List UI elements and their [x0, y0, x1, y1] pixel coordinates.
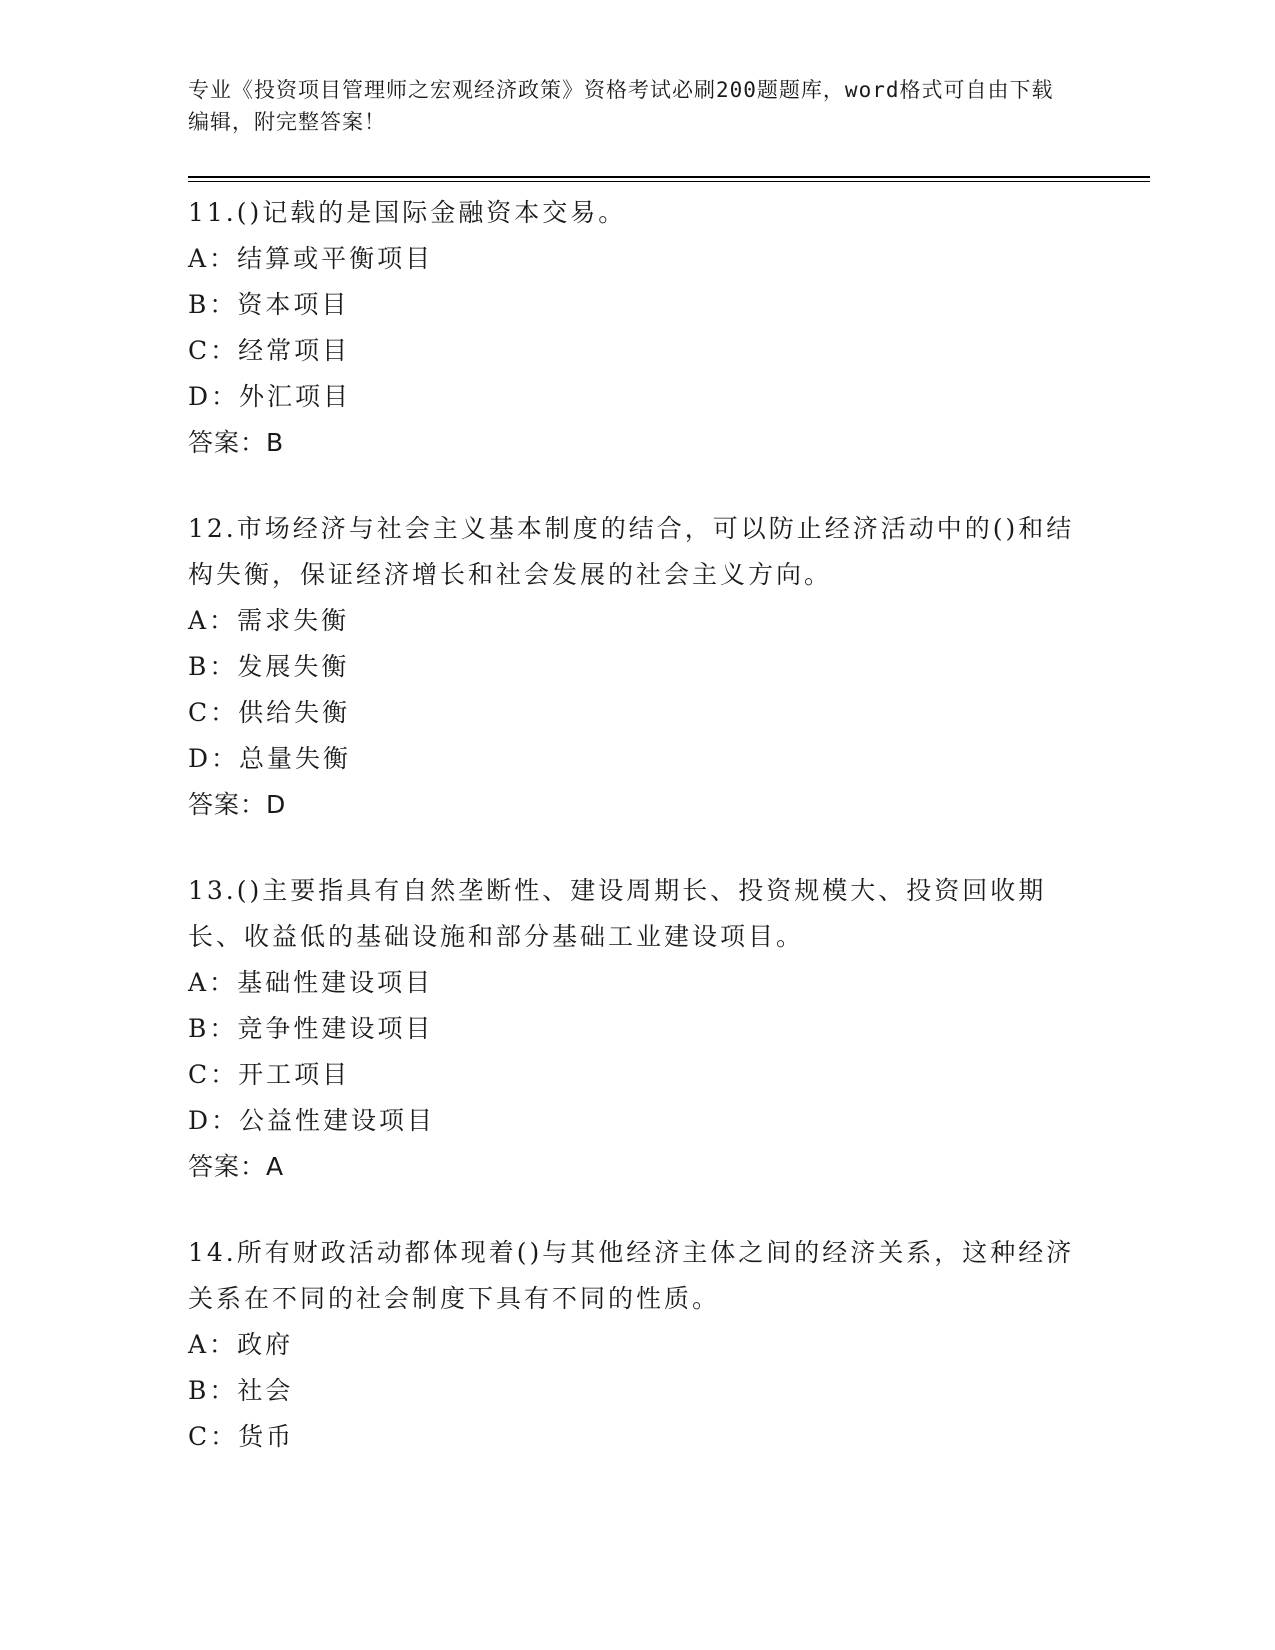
- option-label: D：: [188, 744, 240, 773]
- option-text: 货币: [238, 1422, 295, 1451]
- question-stem: 11.()记载的是国际金融资本交易。: [188, 198, 627, 227]
- document-header: 专业《投资项目管理师之宏观经济政策》资格考试必刷200题题库，word格式可自由下载编辑，附完整答案！: [188, 78, 1054, 134]
- option-label: C：: [188, 698, 239, 727]
- question-stem: 12.市场经济与社会主义基本制度的结合，可以防止经济活动中的()和结构失衡，保证经济增长和社会发展的社会主义方向。: [188, 514, 1075, 589]
- option-text: 总量失衡: [239, 744, 352, 773]
- option-text: 社会: [237, 1376, 294, 1405]
- option-text: 公益性建设项目: [239, 1106, 436, 1135]
- option-text: 结算或平衡项目: [237, 244, 434, 273]
- header-divider-thin: [188, 181, 1150, 182]
- option-a: [188, 598, 1088, 644]
- option-text: 供给失衡: [238, 698, 351, 727]
- option-text: 资本项目: [237, 290, 350, 319]
- option-d: [188, 1098, 1088, 1144]
- option-label: B：: [188, 1014, 238, 1043]
- question-13: [188, 868, 1088, 1190]
- option-label: B：: [188, 652, 238, 681]
- option-label: A：: [188, 244, 238, 273]
- option-b: [188, 644, 1088, 690]
- option-label: D：: [188, 1106, 240, 1135]
- option-label: A：: [188, 606, 238, 635]
- option-d: [188, 374, 1088, 420]
- option-label: B：: [188, 1376, 238, 1405]
- option-label: D：: [188, 382, 240, 411]
- option-label: C：: [188, 336, 239, 365]
- question-list: [188, 190, 1088, 1500]
- question-14: [188, 1230, 1088, 1460]
- option-b: [188, 1368, 1088, 1414]
- question-11: [188, 190, 1088, 466]
- option-text: 外汇项目: [239, 382, 352, 411]
- option-a: [188, 1322, 1088, 1368]
- option-c: [188, 1414, 1088, 1460]
- option-text: 需求失衡: [237, 606, 350, 635]
- question-12: [188, 506, 1088, 828]
- option-c: [188, 690, 1088, 736]
- option-label: C：: [188, 1060, 239, 1089]
- answer: 答案：B: [188, 428, 285, 457]
- question-stem: 14.所有财政活动都体现着()与其他经济主体之间的经济关系，这种经济关系在不同的社会制度下具有不同的性质。: [188, 1238, 1075, 1313]
- option-text: 竞争性建设项目: [237, 1014, 434, 1043]
- answer: 答案：A: [188, 1152, 285, 1181]
- option-a: [188, 960, 1088, 1006]
- header-divider-thick: [188, 176, 1150, 178]
- answer: 答案：D: [188, 790, 287, 819]
- option-text: 基础性建设项目: [237, 968, 434, 997]
- question-stem: 13.()主要指具有自然垄断性、建设周期长、投资规模大、投资回收期长、收益低的基础设施和部分基础工业建设项目。: [188, 876, 1047, 951]
- option-text: 发展失衡: [237, 652, 350, 681]
- option-text: 开工项目: [238, 1060, 351, 1089]
- option-label: A：: [188, 1330, 238, 1359]
- option-a: [188, 236, 1088, 282]
- option-b: [188, 282, 1088, 328]
- option-label: B：: [188, 290, 238, 319]
- option-c: [188, 328, 1088, 374]
- option-b: [188, 1006, 1088, 1052]
- option-text: 经常项目: [238, 336, 351, 365]
- option-label: A：: [188, 968, 238, 997]
- option-label: C：: [188, 1422, 239, 1451]
- option-text: 政府: [237, 1330, 294, 1359]
- option-d: [188, 736, 1088, 782]
- option-c: [188, 1052, 1088, 1098]
